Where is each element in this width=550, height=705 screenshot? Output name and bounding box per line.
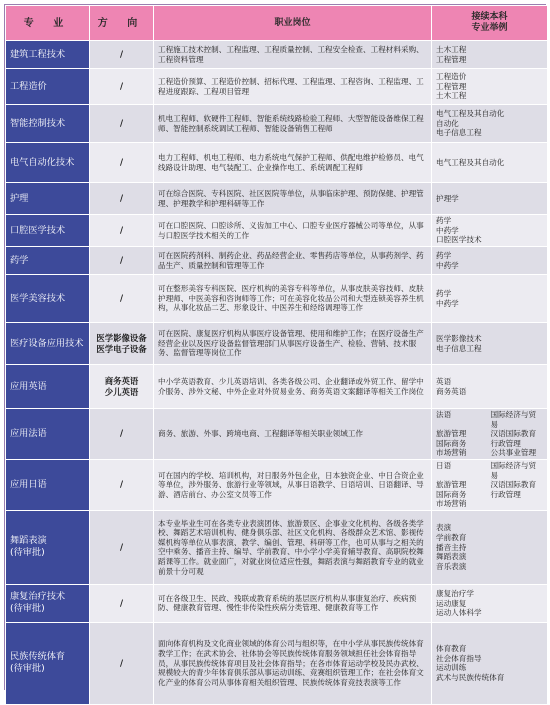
major-cell: 工程造价: [6, 69, 90, 105]
undergrad-item: 药学: [436, 288, 452, 298]
undergrad-item: 国际商务: [436, 489, 467, 499]
undergrad-item: 电气工程及其自动化: [436, 109, 505, 119]
table-row: [6, 459, 548, 510]
major-cell: 康复治疗技术 (待审批): [6, 584, 90, 622]
direction-cell: /: [90, 105, 154, 143]
table-row: [6, 365, 548, 409]
undergrad-cell: [432, 584, 548, 622]
undergrad-item: 护理学: [436, 193, 459, 203]
undergrad-item: 中药学: [436, 298, 459, 308]
header-undergrad: 接续本科 专业举例: [432, 6, 548, 41]
jobs-cell: 可在整形美容专科医院、医疗机构的美容专科等单位，从事皮肤美容技师、皮肤护理师、中医美容和咨询师等工作；可在美容化妆品公司和大型连锁美容养生机构，从事化妆品二艺、形象设计、中医养生和经络调理等工作: [154, 275, 432, 323]
major-cell: 智能控制技术: [6, 105, 90, 143]
undergrad-cell: [432, 409, 548, 460]
undergrad-item: 商务英语: [436, 386, 467, 396]
header-major: 专 业: [6, 6, 90, 41]
undergrad-cell: [432, 323, 548, 365]
career-table: [5, 5, 548, 705]
undergrad-cell: [432, 275, 548, 323]
table-row: [6, 69, 548, 105]
undergrad-item: 社会体育指导: [436, 653, 482, 663]
undergrad-item: 运动人体科学: [436, 608, 482, 618]
jobs-cell: 机电工程师、软硬件工程师、智能系统线路检验工程师、大型智能设备维保工程师、智能控制系统调试工程师、智能设备销售工程师: [154, 105, 432, 143]
undergrad-item: 电子信息工程: [436, 128, 482, 138]
undergrad-item: 运动康复: [436, 598, 467, 608]
undergrad-item: 市场营销: [436, 499, 467, 509]
jobs-cell: 可在国内的学校、培训机构，对日服务外包企业，日本独资企业、中日合资企业等单位，涉外服务、旅游行业等领域，从事日语教学、日语培训、日语翻译、导游、酒店前台、办公室文员等工作: [154, 459, 432, 510]
undergrad-item: 市场营销: [436, 448, 467, 458]
major-cell: 医疗设备应用技术: [6, 323, 90, 365]
undergrad-item: 自动化: [436, 118, 459, 128]
table-row: [6, 323, 548, 365]
direction-cell: 商务英语 少儿英语: [90, 365, 154, 409]
direction-cell: /: [90, 215, 154, 247]
undergrad-cell: [432, 622, 548, 704]
undergrad-item: 国际经济与贸易: [490, 410, 537, 429]
table-row: [6, 41, 548, 69]
undergrad-cell: [432, 183, 548, 215]
undergrad-cell: [432, 215, 548, 247]
jobs-cell: 可在医院、康复医疗机构从事医疗设备管理、使用和维护工作；在医疗设备生产经营企业以及医疗设备监督管理部门从事医疗设备生产、检验、营销、技术服务、监督管理等岗位工作: [154, 323, 432, 365]
direction-cell: /: [90, 41, 154, 69]
direction-cell: /: [90, 622, 154, 704]
undergrad-item: 表演: [436, 523, 452, 533]
header-direction: 方 向: [90, 6, 154, 41]
undergrad-item: 体育教育: [436, 644, 467, 654]
undergrad-item: 电子信息工程: [436, 343, 482, 353]
major-cell: 应用法语: [6, 409, 90, 460]
table-row: [6, 247, 548, 275]
jobs-cell: 工程施工技术控制、工程监理、工程质量控制、工程安全检查、工程材料采购、工程资料管理: [154, 41, 432, 69]
major-cell: 药学: [6, 247, 90, 275]
major-cell: 电气自动化技术: [6, 143, 90, 183]
undergrad-item: 工程管理: [436, 54, 467, 64]
undergrad-item: 旅游管理: [436, 480, 467, 490]
direction-cell: /: [90, 143, 154, 183]
jobs-cell: 可在口腔医院、口腔诊所、义齿加工中心、口腔专业医疗器械公司等单位，从事与口腔医学技术相关的工作: [154, 215, 432, 247]
direction-cell: /: [90, 183, 154, 215]
direction-cell: /: [90, 69, 154, 105]
undergrad-item: 播音主持: [436, 542, 467, 552]
table-row: [6, 622, 548, 704]
undergrad-cell: [432, 510, 548, 584]
undergrad-cell: [432, 41, 548, 69]
undergrad-cell: [432, 105, 548, 143]
table-row: [6, 183, 548, 215]
table-header-row: [6, 6, 548, 41]
undergrad-item: 英语: [436, 376, 452, 386]
major-cell: 医学美容技术: [6, 275, 90, 323]
jobs-cell: 本专业毕业生可在各类专业表演团体、旅游景区、企事业文化机构、各级各类学校、舞蹈艺术培训机构、健身俱乐部、社区文化机构、各级群众艺术馆、影视传媒机构等单位从事表演、教学、编创、管理、科研等工作，也可从事与之相关的空中乘务、播音主持、编导、学前教育、中小学小学美育辅导教育、高职院校舞蹈课等工作。就业面广，对就业岗位适应性强，舞蹈表演与舞蹈教育专业的就业前景十分可观: [154, 510, 432, 584]
undergrad-item: 电气工程及其自动化: [436, 157, 505, 167]
major-cell: 应用英语: [6, 365, 90, 409]
jobs-cell: 可在医院药剂科、制药企业、药品经营企业、零售药店等单位，从事药剂学、药品生产、质量控制和管理等工作: [154, 247, 432, 275]
table-row: [6, 215, 548, 247]
jobs-cell: 中小学英语教育、少儿英语培训、各类各级公司、企业翻译或外贸工作、留学中介服务、涉外文秘、中外企业对外贸易业务、商务英语文案翻译等相关工作岗位: [154, 365, 432, 409]
undergrad-item: 国际商务: [436, 438, 467, 448]
table-body: [6, 41, 548, 705]
major-cell: 护理: [6, 183, 90, 215]
undergrad-item: 法语: [436, 410, 452, 419]
major-cell: 口腔医学技术: [6, 215, 90, 247]
major-cell: 民族传统体育 (待审批): [6, 622, 90, 704]
table-row: [6, 510, 548, 584]
major-cell: 建筑工程技术: [6, 41, 90, 69]
undergrad-item: 旅游管理: [436, 429, 467, 439]
major-cell: 应用日语: [6, 459, 90, 510]
table-row: [6, 143, 548, 183]
table-row: [6, 105, 548, 143]
undergrad-item: 土木工程: [436, 44, 467, 54]
undergrad-cell: [432, 247, 548, 275]
undergrad-cell: [432, 365, 548, 409]
jobs-cell: 电力工程师、机电工程师、电力系统电气保护工程师、供配电维护检修员、电气线路设计助理、电气装配工、企业操作电工、系统调配工程师: [154, 143, 432, 183]
undergrad-item: 中药学: [436, 225, 459, 235]
direction-cell: 医学影像设备 医学电子设备: [90, 323, 154, 365]
jobs-cell: 商务、旅游、外事、跨境电商、工程翻译等相关职业领域工作: [154, 409, 432, 460]
undergrad-item: 公共事业管理: [490, 448, 537, 458]
undergrad-item: 运动训练: [436, 663, 467, 673]
undergrad-item: 中药学: [436, 260, 459, 270]
table-row: [6, 275, 548, 323]
undergrad-item: 药学: [436, 216, 452, 226]
undergrad-item: 土木工程: [436, 91, 467, 101]
undergrad-item: 康复治疗学: [436, 589, 474, 599]
header-jobs: 职业岗位: [154, 6, 432, 41]
jobs-cell: 工程造价预算、工程造价控制、招标代理、工程监理、工程咨询、工程监理、工程进度跟踪、工程项目管理: [154, 69, 432, 105]
undergrad-item: 国际经济与贸易: [490, 460, 537, 480]
direction-cell: /: [90, 409, 154, 460]
undergrad-cell: [432, 459, 548, 510]
undergrad-item: 行政管理: [490, 438, 521, 448]
jobs-cell: 可在各级卫生、民政、残联或教育系统的基层医疗机构从事康复治疗、疾病预防、健康教育管理、慢性非传染性疾病分类管理、健康教育等工作: [154, 584, 432, 622]
direction-cell: /: [90, 247, 154, 275]
direction-cell: /: [90, 510, 154, 584]
undergrad-item: 武术与民族传统体育: [436, 673, 505, 683]
undergrad-cell: [432, 143, 548, 183]
undergrad-item: 音乐表演: [436, 561, 467, 571]
table-row: [6, 584, 548, 622]
career-table-container: [4, 4, 546, 690]
major-cell: 舞蹈表演 (待审批): [6, 510, 90, 584]
jobs-cell: 可在综合医院、专科医院、社区医院等单位，从事临床护理、预防保健、护理管理、护理教学和护理科研等工作: [154, 183, 432, 215]
undergrad-item: 药学: [436, 250, 452, 260]
undergrad-item: 学前教育: [436, 533, 467, 543]
jobs-cell: 面向体育机构及文化商业领域的体育公司与组织等，在中小学从事民族传统体育教学工作；在武术协会、社体协会等民族传统体育服务领域担任社会体育指导员，从事民族传统体育项目及社会体育指导；在各市体育运动学校及民办武校、规模较大的青少年体育俱乐部从事运动训练、竞赛组织管理工作；在社会体育文化产业的体育公司从事体育相关组织管理、民族传统体育竞技表演等工作: [154, 622, 432, 704]
undergrad-item: 医学影像技术: [436, 333, 482, 343]
table-row: [6, 409, 548, 460]
undergrad-item: 工程管理: [436, 81, 467, 91]
undergrad-item: 行政管理: [490, 489, 521, 499]
undergrad-item: 口腔医学技术: [436, 235, 482, 245]
undergrad-item: 工程造价: [436, 72, 467, 82]
undergrad-cell: [432, 69, 548, 105]
direction-cell: /: [90, 459, 154, 510]
direction-cell: /: [90, 275, 154, 323]
undergrad-item: 汉语国际教育: [490, 429, 537, 439]
undergrad-item: 舞蹈表演: [436, 552, 467, 562]
direction-cell: /: [90, 584, 154, 622]
undergrad-item: 汉语国际教育: [490, 480, 537, 490]
undergrad-item: 日语: [436, 460, 452, 470]
